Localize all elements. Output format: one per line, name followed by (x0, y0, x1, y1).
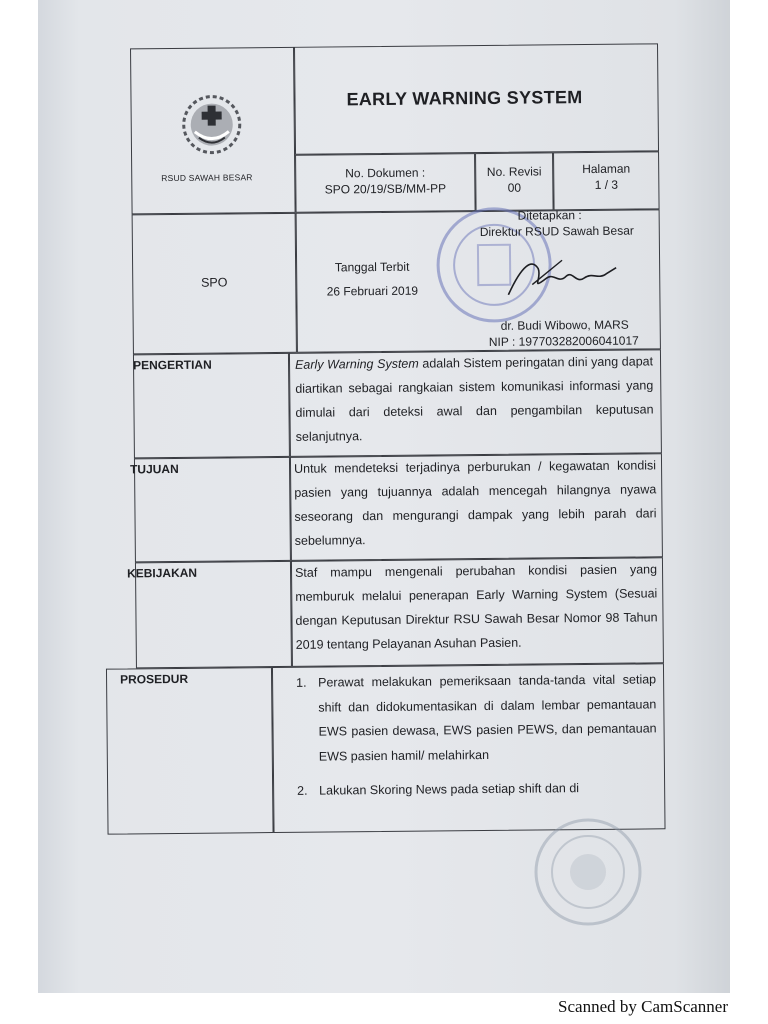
hospital-logo (180, 93, 243, 156)
faint-controlled-stamp (532, 816, 644, 928)
prosedur-item-number: 1. (296, 675, 307, 690)
doc-number-value: SPO 20/19/SB/MM-PP (324, 181, 447, 197)
prosedur-list (296, 667, 657, 803)
set-by-label: Ditetapkan : (517, 208, 582, 223)
page-value: 1 / 3 (594, 177, 619, 192)
prosedur-label: PROSEDUR (120, 671, 189, 687)
pengertian-body: adalah Sistem peringatan dini yang dapat diartikan sebagai rangkaian sistem komunikasi informasi yang dimulai dari deteksi awal dan pengambilan keputusan selanjutnya. (295, 354, 654, 444)
revision-label: No. Revisi (486, 164, 542, 179)
issue-date-value: 26 Februari 2019 (326, 283, 419, 299)
spo-label: SPO (200, 275, 228, 290)
director-name: dr. Budi Wibowo, MARS (500, 317, 629, 333)
prosedur-item-text: Lakukan Skoring News pada setiap shift dan di (319, 781, 580, 798)
director-nip: NIP : 197703282006041017 (488, 333, 639, 349)
sop-document (100, 43, 666, 834)
issue-date-label: Tanggal Terbit (334, 259, 410, 275)
prosedur-item (297, 775, 657, 803)
tujuan-text: Untuk mendeteksi terjadinya perburukan / kegawatan kondisi pasien yang tujuannya adalah mencegah hilangnya nyawa seseorang dan mengurangi dampak yang lebih parah dari sebelumnya. (293, 458, 657, 548)
doc-number-label: No. Dokumen : (345, 165, 426, 181)
director-signature (502, 254, 622, 303)
tujuan-label: TUJUAN (129, 461, 179, 477)
pengertian-label: PENGERTIAN (132, 357, 212, 373)
pengertian-term: Early Warning System (294, 356, 419, 372)
pengertian-text (295, 349, 654, 448)
prosedur-item-number: 2. (297, 783, 308, 798)
revision-value: 00 (507, 180, 522, 195)
prosedur-label-cell (106, 667, 274, 835)
document-title: EARLY WARNING SYSTEM (346, 87, 583, 110)
prosedur-item (296, 667, 657, 768)
set-by-title: Direktur RSUD Sawah Besar (479, 223, 634, 240)
kebijakan-text: Staf mampu mengenali perubahan kondisi pasien yang memburuk melalui penerapan Early Warning System (Sesuai dengan Keputusan Direktur RSU Sawah Besar Nomor 98 Tahun 2019 tentang Pelayanan Asuhan Pasien. (294, 562, 658, 652)
kebijakan-label: KEBIJAKAN (126, 565, 198, 581)
page-label: Halaman (582, 161, 631, 177)
scanner-watermark: Scanned by CamScanner (558, 997, 728, 1016)
prosedur-item-text: Perawat melakukan pemeriksaan tanda-tanda vital setiap shift dan didokumentasikan di dalam lembar pemantauan EWS pasien dewasa, EWS pasien PEWS, dan pemantauan EWS pasien hamil/ melahirkan (318, 672, 657, 764)
hospital-name: RSUD SAWAH BESAR (161, 172, 253, 184)
